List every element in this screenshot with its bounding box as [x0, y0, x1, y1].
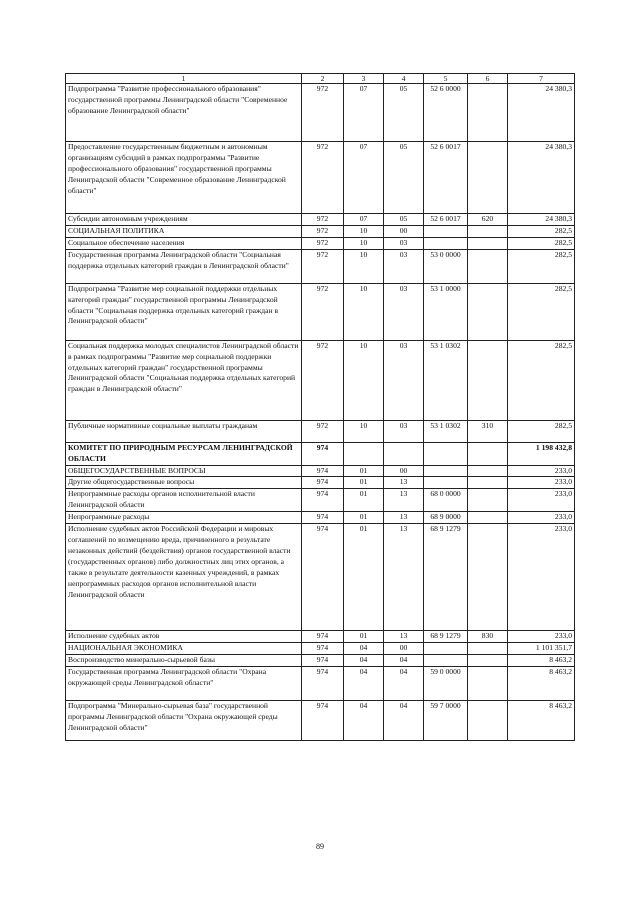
amount-cell: 233,0 [508, 512, 575, 524]
name-cell: Социальная поддержка молодых специалистов Ленинградской области в рамках подпрограммы "Развитие мер социальной поддержки отдельных категорий граждан" государственной программы Ленинградской области "Социальная поддержка отдельных категорий граждан в Ленинградской области" [66, 340, 302, 420]
section-cell: 10 [344, 420, 384, 442]
target-article-cell [424, 225, 468, 237]
code-cell: 974 [302, 489, 344, 512]
subsection-cell: 13 [384, 512, 424, 524]
section-cell: 10 [344, 237, 384, 249]
target-article-cell: 52 6 0017 [424, 142, 468, 214]
subsection-cell: 13 [384, 477, 424, 489]
amount-cell: 8 463,2 [508, 666, 575, 700]
table-row [66, 283, 575, 340]
header-cell: 2 [302, 74, 344, 84]
table-row [66, 214, 575, 226]
target-article-cell [424, 477, 468, 489]
target-article-cell: 68 9 1279 [424, 631, 468, 643]
subsection-cell: 05 [384, 142, 424, 214]
code-cell: 974 [302, 700, 344, 740]
budget-table [65, 73, 575, 741]
table-row [66, 142, 575, 214]
subsection-cell: 03 [384, 420, 424, 442]
code-cell: 974 [302, 512, 344, 524]
expense-type-cell [468, 283, 508, 340]
subsection-cell: 00 [384, 642, 424, 654]
target-article-cell: 53 1 0302 [424, 420, 468, 442]
subsection-cell: 13 [384, 631, 424, 643]
code-cell: 974 [302, 465, 344, 477]
code-cell: 972 [302, 237, 344, 249]
subsection-cell: 04 [384, 666, 424, 700]
code-cell: 972 [302, 225, 344, 237]
amount-cell: 282,5 [508, 340, 575, 420]
table-row [66, 420, 575, 442]
expense-type-cell [468, 465, 508, 477]
table-row [66, 489, 575, 512]
name-cell: СОЦИАЛЬНАЯ ПОЛИТИКА [66, 225, 302, 237]
name-cell: Воспроизводство минерально-сырьевой базы [66, 654, 302, 666]
section-cell: 10 [344, 249, 384, 283]
code-cell: 972 [302, 420, 344, 442]
target-article-cell: 53 0 0000 [424, 249, 468, 283]
section-cell: 10 [344, 340, 384, 420]
header-cell: 1 [66, 74, 302, 84]
subsection-cell: 04 [384, 700, 424, 740]
header-row [66, 74, 575, 84]
target-article-cell [424, 237, 468, 249]
amount-cell: 1 101 351,7 [508, 642, 575, 654]
table-row [66, 340, 575, 420]
target-article-cell: 59 7 0000 [424, 700, 468, 740]
expense-type-cell [468, 654, 508, 666]
name-cell: Подпрограмма "Минерально-сырьевая база" государственной программы Ленинградской области "Охрана окружающей среды Ленинградской области" [66, 700, 302, 740]
subsection-cell: 00 [384, 465, 424, 477]
expense-type-cell [468, 340, 508, 420]
name-cell: Публичные нормативные социальные выплаты гражданам [66, 420, 302, 442]
expense-type-cell: 830 [468, 631, 508, 643]
expense-type-cell [468, 700, 508, 740]
code-cell: 972 [302, 84, 344, 142]
subsection-cell: 03 [384, 249, 424, 283]
header-cell: 6 [468, 74, 508, 84]
target-article-cell: 68 9 1279 [424, 524, 468, 631]
subsection-cell: 03 [384, 283, 424, 340]
subsection-cell: 05 [384, 84, 424, 142]
target-article-cell: 68 0 0000 [424, 489, 468, 512]
table-row [66, 249, 575, 283]
table-row [66, 465, 575, 477]
expense-type-cell: 620 [468, 214, 508, 226]
expense-type-cell: 310 [468, 420, 508, 442]
name-cell: Другие общегосударственные вопросы [66, 477, 302, 489]
code-cell: 974 [302, 642, 344, 654]
name-cell: ОБЩЕГОСУДАРСТВЕННЫЕ ВОПРОСЫ [66, 465, 302, 477]
code-cell: 974 [302, 442, 344, 465]
table-row [66, 84, 575, 142]
target-article-cell: 59 0 0000 [424, 666, 468, 700]
target-article-cell: 53 1 0302 [424, 340, 468, 420]
expense-type-cell [468, 512, 508, 524]
subsection-cell: 13 [384, 524, 424, 631]
table-row [66, 642, 575, 654]
subsection-cell: 04 [384, 654, 424, 666]
amount-cell: 282,5 [508, 249, 575, 283]
name-cell: Предоставление государственным бюджетным и автономным организациям субсидий в рамках подпрограммы "Развитие профессионального образования" государственной программы Ленинградской области "Современное образование Ленинградской области" [66, 142, 302, 214]
code-cell: 974 [302, 524, 344, 631]
code-cell: 972 [302, 249, 344, 283]
code-cell: 972 [302, 142, 344, 214]
subsection-cell: 03 [384, 340, 424, 420]
name-cell: Исполнение судебных актов [66, 631, 302, 643]
target-article-cell [424, 642, 468, 654]
code-cell: 972 [302, 340, 344, 420]
name-cell: КОМИТЕТ ПО ПРИРОДНЫМ РЕСУРСАМ ЛЕНИНГРАДСКОЙ ОБЛАСТИ [66, 442, 302, 465]
section-cell: 04 [344, 654, 384, 666]
section-cell: 04 [344, 700, 384, 740]
amount-cell: 282,5 [508, 225, 575, 237]
name-cell: Государственная программа Ленинградской области "Охрана окружающей среды Ленинградской области" [66, 666, 302, 700]
section-cell: 01 [344, 524, 384, 631]
subsection-cell: 13 [384, 489, 424, 512]
name-cell: Социальное обеспечение населения [66, 237, 302, 249]
section-cell: 04 [344, 642, 384, 654]
amount-cell: 233,0 [508, 465, 575, 477]
section-cell: 10 [344, 225, 384, 237]
target-article-cell: 68 9 0000 [424, 512, 468, 524]
name-cell: Подпрограмма "Развитие мер социальной поддержки отдельных категорий граждан" государственной программы Ленинградской области "Социальная поддержка отдельных категорий граждан в Ленинградской области" [66, 283, 302, 340]
table-row [66, 700, 575, 740]
table-row [66, 631, 575, 643]
amount-cell: 282,5 [508, 420, 575, 442]
target-article-cell [424, 654, 468, 666]
name-cell: Непрограммные расходы органов исполнительной власти Ленинградской области [66, 489, 302, 512]
subsection-cell: 00 [384, 225, 424, 237]
section-cell: 10 [344, 283, 384, 340]
subsection-cell [384, 442, 424, 465]
code-cell: 974 [302, 654, 344, 666]
name-cell: Государственная программа Ленинградской области "Социальная поддержка отдельных категорий граждан в Ленинградской области" [66, 249, 302, 283]
amount-cell: 24 380,3 [508, 214, 575, 226]
table-row [66, 512, 575, 524]
expense-type-cell [468, 666, 508, 700]
code-cell: 974 [302, 477, 344, 489]
section-cell: 01 [344, 631, 384, 643]
table-row [66, 524, 575, 631]
amount-cell: 233,0 [508, 524, 575, 631]
expense-type-cell [468, 237, 508, 249]
amount-cell: 8 463,2 [508, 700, 575, 740]
amount-cell: 282,5 [508, 283, 575, 340]
amount-cell: 8 463,2 [508, 654, 575, 666]
section-cell: 04 [344, 666, 384, 700]
name-cell: Непрограммные расходы [66, 512, 302, 524]
name-cell: НАЦИОНАЛЬНАЯ ЭКОНОМИКА [66, 642, 302, 654]
amount-cell: 1 198 432,8 [508, 442, 575, 465]
section-cell: 07 [344, 84, 384, 142]
expense-type-cell [468, 84, 508, 142]
header-cell: 4 [384, 74, 424, 84]
section-cell: 07 [344, 142, 384, 214]
section-cell: 07 [344, 214, 384, 226]
expense-type-cell [468, 142, 508, 214]
table-row [66, 442, 575, 465]
table-row [66, 477, 575, 489]
page-number: 89 [316, 842, 324, 851]
section-cell: 01 [344, 512, 384, 524]
header-cell: 5 [424, 74, 468, 84]
expense-type-cell [468, 442, 508, 465]
target-article-cell: 52 6 0000 [424, 84, 468, 142]
target-article-cell [424, 442, 468, 465]
table-row [66, 225, 575, 237]
amount-cell: 233,0 [508, 631, 575, 643]
name-cell: Субсидии автономным учреждениям [66, 214, 302, 226]
section-cell: 01 [344, 465, 384, 477]
header-cell: 7 [508, 74, 575, 84]
section-cell: 01 [344, 477, 384, 489]
subsection-cell: 05 [384, 214, 424, 226]
table-body [66, 84, 575, 741]
header-cell: 3 [344, 74, 384, 84]
amount-cell: 24 380,3 [508, 142, 575, 214]
amount-cell: 233,0 [508, 477, 575, 489]
section-cell: 01 [344, 489, 384, 512]
amount-cell: 24 380,3 [508, 84, 575, 142]
target-article-cell: 52 6 0017 [424, 214, 468, 226]
expense-type-cell [468, 477, 508, 489]
table-row [66, 666, 575, 700]
target-article-cell [424, 465, 468, 477]
subsection-cell: 03 [384, 237, 424, 249]
table-row [66, 654, 575, 666]
name-cell: Исполнение судебных актов Российской Федерации и мировых соглашений по возмещению вреда, причиненного в результате незаконных действий (бездействия) органов государственной власти (государственных органов) либо должностных лиц этих органов, а также в результате деятельности казенных учреждений, в рамках непрограммных расходов органов исполнительной власти Ленинградской области [66, 524, 302, 631]
name-cell: Подпрограмма "Развитие профессионального образования" государственной программы Ленинградской области "Современное образование Ленинградской области" [66, 84, 302, 142]
expense-type-cell [468, 489, 508, 512]
code-cell: 972 [302, 283, 344, 340]
code-cell: 972 [302, 214, 344, 226]
table-row [66, 237, 575, 249]
target-article-cell: 53 1 0000 [424, 283, 468, 340]
section-cell [344, 442, 384, 465]
amount-cell: 233,0 [508, 489, 575, 512]
expense-type-cell [468, 524, 508, 631]
expense-type-cell [468, 225, 508, 237]
expense-type-cell [468, 642, 508, 654]
amount-cell: 282,5 [508, 237, 575, 249]
expense-type-cell [468, 249, 508, 283]
code-cell: 974 [302, 631, 344, 643]
code-cell: 974 [302, 666, 344, 700]
